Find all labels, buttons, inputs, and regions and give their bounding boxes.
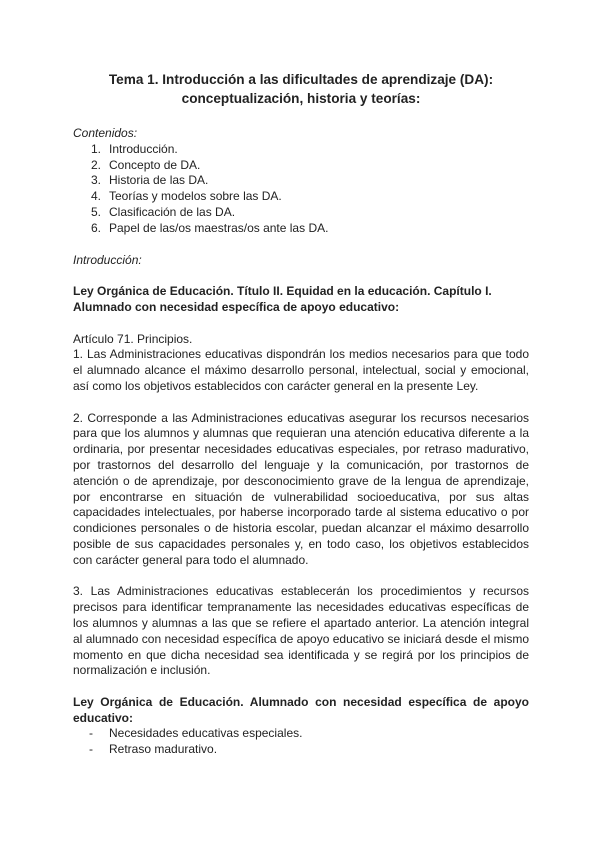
article-paragraph-1: 1. Las Administraciones educativas dispondrán los medios necesarios para que todo el alumnado alcance el máximo desarrollo personal, intelectual, social y emocional, así como los objetivos establecidos con carácter general en la presente Ley. (73, 347, 529, 393)
list-item-number: 2. (90, 157, 101, 172)
article-paragraph-2: 2. Corresponde a las Administraciones educativas asegurar los recursos necesarios para que los alumnos y alumnas que requieran una atención educativa diferente a la ordinaria, por presentar necesidades educativas especiales, por retraso madurativo, por trastornos del desarrollo del lenguaje y la comunicación, por trastornos de atención o de aprendizaje, por desconocimiento grave de la lengua de aprendizaje, por encontrarse en situación de vulnerabilidad socioeducativa, por sus altas capacidades intelectuales, por haberse incorporado tarde al sistema educativo o por condiciones personales o de historia escolar, puedan alcanzar el máximo desarrollo posible de sus capacidades personales y, en todo caso, los objetivos establecidos con carácter general para todo el alumnado. (73, 410, 529, 567)
title-line-2: conceptualización, historia y teorías: (181, 91, 421, 106)
list-item-text: Retraso madurativo. (109, 742, 218, 757)
list-item (73, 173, 529, 189)
dash-bullet: - (89, 726, 93, 741)
document-page (73, 70, 529, 758)
law-heading-needs: Ley Orgánica de Educación. Alumnado con necesidad específica de apoyo educativo: (73, 694, 529, 725)
list-item-number: 6. (90, 220, 101, 235)
article-title: Artículo 71. Principios. (73, 331, 193, 346)
list-item-text: Teorías y modelos sobre las DA. (109, 189, 282, 204)
contents-list (73, 142, 529, 237)
title-line-1: Tema 1. Introducción a las dificultades de aprendizaje (DA): (108, 72, 494, 87)
intro-label: Introducción: (73, 252, 142, 267)
list-item (73, 142, 529, 158)
needs-list (73, 726, 529, 758)
list-item (73, 205, 529, 221)
list-item-number: 5. (90, 204, 101, 219)
dash-bullet: - (89, 742, 93, 757)
list-item-text: Introducción. (109, 141, 178, 156)
contents-label: Contenidos: (73, 126, 138, 140)
list-item-number: 1. (90, 141, 101, 156)
list-item-number: 3. (90, 173, 101, 188)
list-item (73, 221, 529, 237)
list-item-text: Necesidades educativas especiales. (109, 726, 303, 741)
list-item (73, 158, 529, 174)
article-paragraph-3: 3. Las Administraciones educativas establecerán los procedimientos y recursos precisos para identificar tempranamente las necesidades educativas específicas de los alumnos y alumnas a las que se refiere el apartado anterior. La atención integral al alumnado con necesidad específica de apoyo educativo se iniciará desde el mismo momento en que dicha necesidad sea identificada y se regirá por los principios de normalización e inclusión. (73, 584, 529, 678)
list-item-text: Historia de las DA. (109, 173, 209, 188)
list-item-text: Clasificación de las DA. (109, 204, 236, 219)
list-item (73, 189, 529, 205)
list-item (73, 742, 529, 758)
law-heading-equity: Ley Orgánica de Educación. Título II. Equidad en la educación. Capítulo I. Alumnado con necesidad específica de apoyo educativo: (73, 284, 492, 314)
list-item-text: Papel de las/os maestras/os ante las DA. (109, 220, 329, 235)
list-item-text: Concepto de DA. (109, 157, 201, 172)
list-item-number: 4. (90, 189, 101, 204)
list-item (73, 726, 529, 742)
document-title (73, 70, 529, 108)
